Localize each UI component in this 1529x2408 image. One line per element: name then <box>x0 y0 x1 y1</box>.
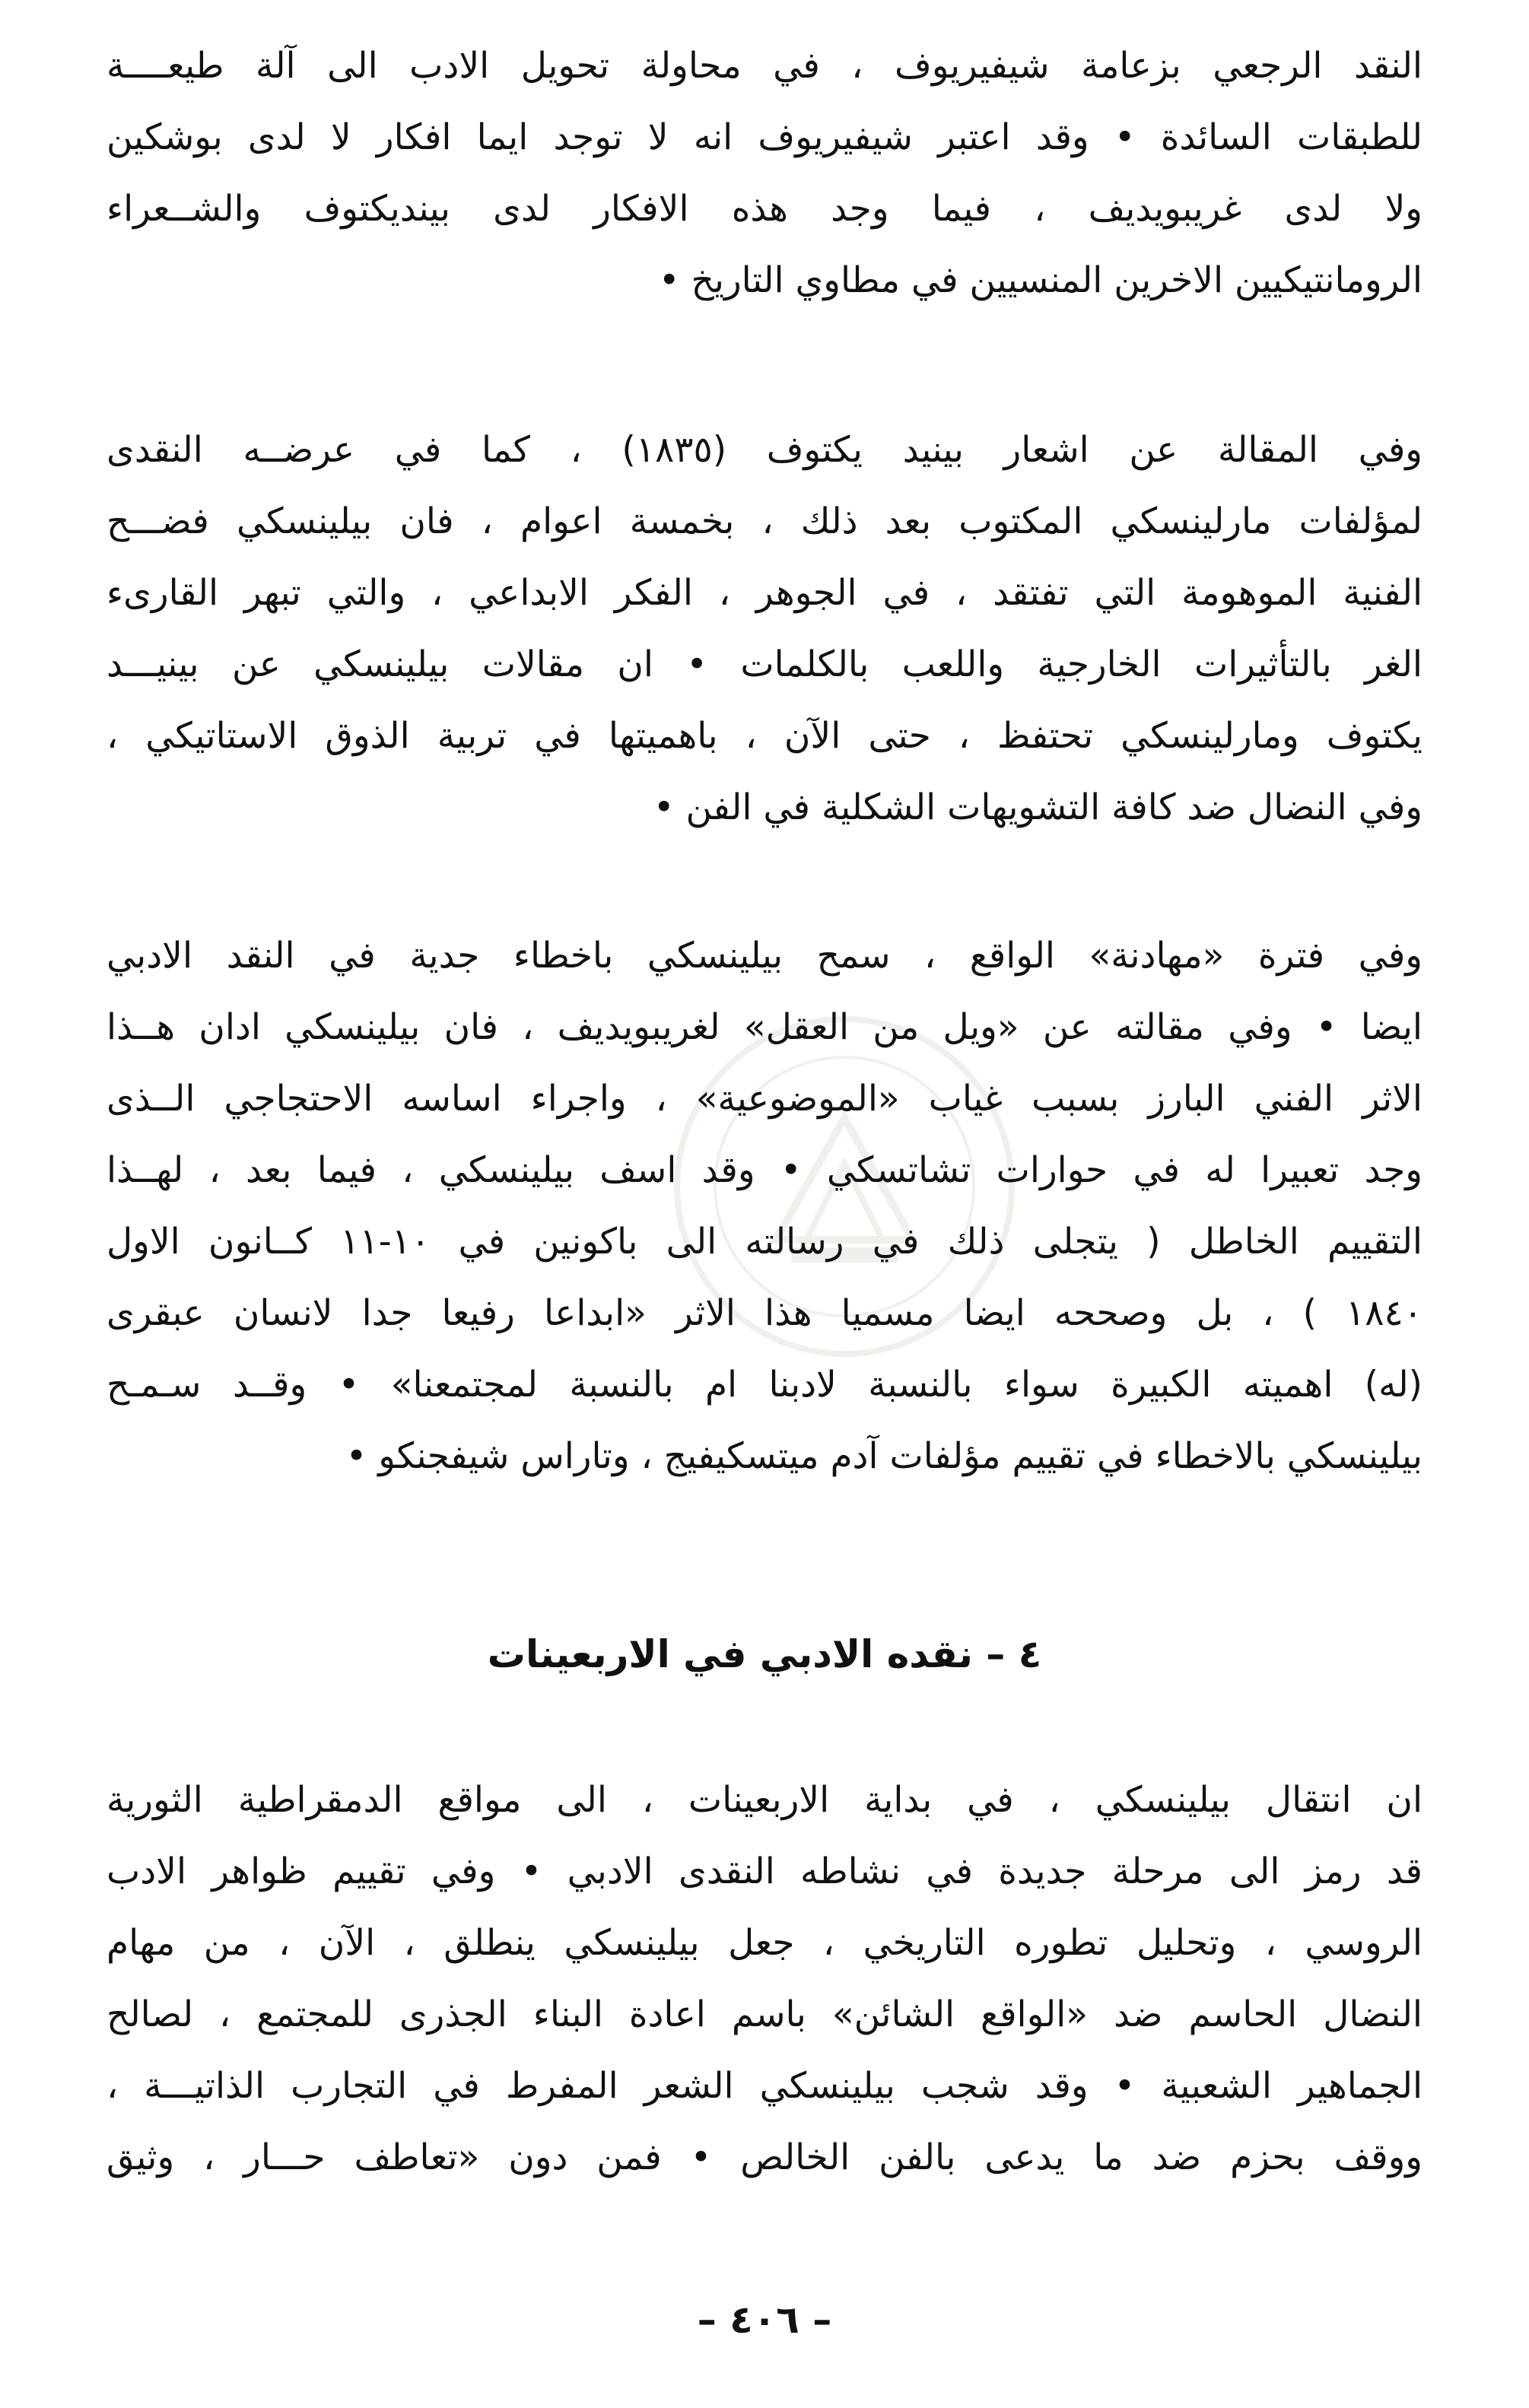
text-line: الرومانتيكيين الاخرين المنسيين في مطاوي التاريخ • <box>658 259 1423 301</box>
text-line: وفي النضال ضد كافة التشويهات الشكلية في الفن • <box>653 786 1423 828</box>
text-line: الروسي ، وتحليل تطوره التاريخي ، جعل بيلينسكي ينطلق ، الآن ، من مهام <box>106 1922 1423 1964</box>
text-line: النقد الرجعي بزعامة شيفيريوف ، في محاولة تحويل الادب الى آلة طيعــــة <box>106 45 1423 87</box>
paragraph-4 <box>106 1765 1423 2194</box>
text-line: ١٨٤٠ ) ، بل وصححه ايضا مسميا هذا الاثر «ابداعا رفيعا جدا لانسان عبقرى <box>106 1292 1423 1334</box>
text-line: ايضا • وفي مقالته عن «ويل من العقل» لغريبويديف ، فان بيلينسكي ادان هــذا <box>106 1006 1423 1048</box>
text-line: يكتوف ومارلينسكي تحتفظ ، حتى الآن ، باهميتها في تربية الذوق الاستاتيكي ، <box>106 715 1423 757</box>
text-line: ووقف بحزم ضد ما يدعى بالفن الخالص • فمن دون «تعاطف حـــار ، وثيق <box>106 2136 1423 2178</box>
text-line: الاثر الفني البارز بسبب غياب «الموضوعية» ، واجراء اساسه الاحتجاجي الــذى <box>106 1078 1423 1120</box>
text-line: ولا لدى غريبويديف ، فيما وجد هذه الافكار لدى بينديكتوف والشــعراء <box>106 188 1423 230</box>
text-line: وجد تعبيرا له في حوارات تشاتسكي • وقد اسف بيلينسكي ، فيما بعد ، لهــذا <box>106 1149 1423 1191</box>
text-line: الغر بالتأثيرات الخارجية واللعب بالكلمات • ان مقالات بيلينسكي عن بينيـــد <box>106 643 1423 685</box>
text-line: بيلينسكي بالاخطاء في تقييم مؤلفات آدم ميتسكيفيج ، وتاراس شيفجنكو • <box>345 1435 1423 1477</box>
text-line: للطبقات السائدة • وقد اعتبر شيفيريوف انه لا توجد ايما افكار لا لدى بوشكين <box>106 116 1423 158</box>
text-line: الجماهير الشعبية • وقد شجب بيلينسكي الشعر المفرط في التجارب الذاتيـــة ، <box>106 2065 1423 2107</box>
text-line: النضال الحاسم ضد «الواقع الشائن» باسم اعادة البناء الجذرى للمجتمع ، لصالح <box>106 1993 1423 2035</box>
text-line: قد رمز الى مرحلة جديدة في نشاطه النقدى الادبي • وفي تقييم ظواهر الادب <box>106 1850 1423 1892</box>
text-line: وفي المقالة عن اشعار بينيد يكتوف (١٨٣٥) ، كما في عرضــه النقدى <box>106 429 1423 471</box>
paragraph-2 <box>106 415 1423 843</box>
text-line: وفي فترة «مهادنة» الواقع ، سمح بيلينسكي باخطاء جدية في النقد الادبي <box>106 935 1423 977</box>
page-number: – ٤٠٦ – <box>697 2298 832 2342</box>
text-line: الفنية الموهومة التي تفتقد ، في الجوهر ، الفكر الابداعي ، والتي تبهر القارىء <box>106 572 1423 614</box>
section-heading: ٤ – نقده الادبي في الاربعينات <box>487 1632 1042 1676</box>
text-line: لمؤلفات مارلينسكي المكتوب بعد ذلك ، بخمسة اعوام ، فان بيلينسكي فضـــح <box>106 500 1423 542</box>
text-line: (له) اهميته الكبيرة سواء بالنسبة لادبنا ام بالنسبة لمجتمعنا» • وقــد سـمـح <box>106 1364 1423 1406</box>
text-line: التقييم الخاطل ( يتجلى ذلك في رسالته الى باكونين في ١٠-١١ كــانون الاول <box>106 1221 1423 1263</box>
paragraph-3 <box>106 920 1423 1492</box>
paragraph-1 <box>106 30 1423 316</box>
text-line: ان انتقال بيلينسكي ، في بداية الاربعينات ، الى مواقع الدمقراطية الثورية <box>106 1779 1423 1821</box>
